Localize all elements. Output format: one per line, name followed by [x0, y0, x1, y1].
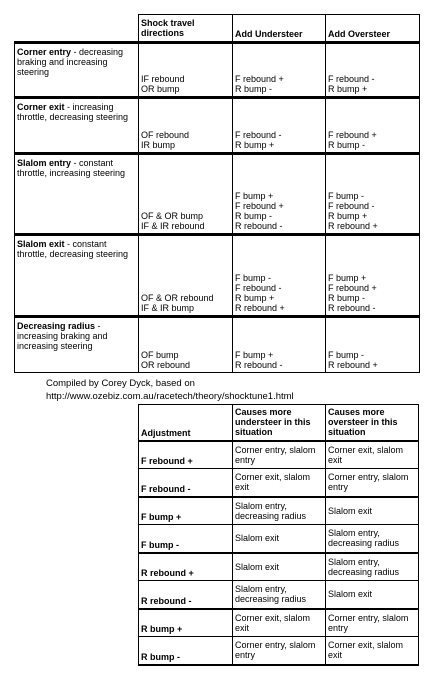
- oversteer-cell-line: F bump -: [328, 350, 365, 360]
- table2-row: [139, 637, 419, 665]
- more-understeer-cell: Corner entry, slalom entry: [233, 637, 326, 665]
- table2-row: [139, 469, 419, 497]
- shock-travel-cell: [139, 43, 233, 98]
- more-understeer-cell: Corner exit, slalom exit: [233, 609, 326, 637]
- more-oversteer-cell: Corner entry, slalom entry: [326, 469, 419, 497]
- shock-travel-cell-line: IF & IR rebound: [141, 221, 205, 231]
- table2-header-row: [139, 405, 419, 441]
- situation-cell: [15, 154, 139, 235]
- shock-travel-cell: [139, 98, 233, 154]
- table2-row: [139, 525, 419, 553]
- situation-title: Decreasing radius: [17, 321, 96, 331]
- understeer-cell-line: F rebound +: [235, 201, 284, 211]
- shock-travel-cell-line: OF & OR bump: [141, 211, 204, 221]
- shock-travel-cell-line: OR bump: [141, 84, 180, 94]
- header-add-understeer: Add Understeer: [233, 15, 326, 43]
- table2-row: [139, 609, 419, 637]
- oversteer-cell-line: R bump +: [328, 211, 368, 221]
- shock-travel-cell-line: IF & IR bump: [141, 303, 195, 313]
- adjustment-cell: R rebound +: [139, 553, 233, 581]
- table2-row: [139, 581, 419, 609]
- understeer-cell-line: F rebound -: [235, 130, 282, 140]
- understeer-cell-line: R rebound +: [235, 303, 285, 313]
- header-add-oversteer: Add Oversteer: [326, 15, 420, 43]
- situation-description: - constant throttle, increasing steering: [17, 158, 126, 178]
- understeer-cell-line: R bump +: [235, 293, 275, 303]
- adjustment-cell: F rebound -: [139, 469, 233, 497]
- understeer-cell-line: F bump +: [235, 350, 274, 360]
- more-understeer-cell: Slalom entry, decreasing radius: [233, 581, 326, 609]
- more-oversteer-cell: Slalom entry, decreasing radius: [326, 553, 419, 581]
- table2-row: [139, 553, 419, 581]
- shock-travel-cell: [139, 154, 233, 235]
- oversteer-cell-line: R bump -: [328, 293, 366, 303]
- understeer-cell: [233, 317, 326, 373]
- understeer-cell-line: R bump +: [235, 140, 275, 150]
- oversteer-cell-line: R rebound -: [328, 303, 376, 313]
- understeer-cell-line: F bump -: [235, 273, 272, 283]
- header-more-understeer: Causes more understeer in this situation: [233, 405, 326, 441]
- oversteer-cell: [326, 235, 420, 317]
- understeer-cell: [233, 154, 326, 235]
- oversteer-cell-line: F bump +: [328, 273, 367, 283]
- more-oversteer-cell: Slalom entry, decreasing radius: [326, 525, 419, 553]
- shock-travel-cell: [139, 317, 233, 373]
- table1-row: [15, 235, 420, 317]
- adjustment-cell: R bump -: [139, 637, 233, 665]
- understeer-cell-line: R rebound -: [235, 221, 283, 231]
- understeer-cell-line: R rebound -: [235, 360, 283, 370]
- oversteer-cell: [326, 98, 420, 154]
- more-understeer-cell: Slalom exit: [233, 525, 326, 553]
- oversteer-cell-line: R bump -: [328, 140, 366, 150]
- more-understeer-cell: Corner entry, slalom entry: [233, 441, 326, 469]
- oversteer-cell: [326, 317, 420, 373]
- oversteer-cell-line: R rebound +: [328, 221, 378, 231]
- oversteer-cell-line: F rebound -: [328, 201, 375, 211]
- shock-travel-cell-line: OR rebound: [141, 360, 191, 370]
- header-more-oversteer: Causes more oversteer in this situation: [326, 405, 419, 441]
- table1-row: [15, 43, 420, 98]
- understeer-cell: [233, 43, 326, 98]
- more-oversteer-cell: Corner entry, slalom entry: [326, 609, 419, 637]
- more-oversteer-cell: Slalom exit: [326, 581, 419, 609]
- shock-travel-cell: [139, 235, 233, 317]
- shock-travel-cell-line: IR bump: [141, 140, 176, 150]
- table2-row: [139, 497, 419, 525]
- caption-line-1: Compiled by Corey Dyck, based on: [46, 378, 195, 389]
- situation-description: - decreasing braking and increasing steering: [17, 47, 124, 77]
- oversteer-cell-line: R rebound +: [328, 360, 378, 370]
- oversteer-cell-line: F rebound -: [328, 74, 375, 84]
- understeer-cell-line: F bump +: [235, 191, 274, 201]
- table1-row: [15, 98, 420, 154]
- oversteer-cell: [326, 154, 420, 235]
- oversteer-cell-line: F rebound +: [328, 283, 377, 293]
- adjustment-cell: F rebound +: [139, 441, 233, 469]
- oversteer-cell-line: F rebound +: [328, 130, 377, 140]
- more-understeer-cell: Corner exit, slalom exit: [233, 469, 326, 497]
- more-understeer-cell: Slalom entry, decreasing radius: [233, 497, 326, 525]
- situation-description: - constant throttle, decreasing steering: [17, 239, 129, 259]
- header-shock-travel: Shock travel directions: [139, 15, 233, 43]
- understeer-cell-line: R bump -: [235, 84, 273, 94]
- understeer-cell: [233, 235, 326, 317]
- adjustment-cell: R bump +: [139, 609, 233, 637]
- header-adjustment: Adjustment: [139, 405, 233, 441]
- oversteer-cell-line: F bump -: [328, 191, 365, 201]
- more-oversteer-cell: Slalom exit: [326, 497, 419, 525]
- understeer-cell-line: R bump -: [235, 211, 273, 221]
- more-oversteer-cell: Corner exit, slalom exit: [326, 441, 419, 469]
- situation-cell: [15, 317, 139, 373]
- shock-travel-cell-line: OF rebound: [141, 130, 190, 140]
- situation-description: - increasing braking and increasing steering: [17, 321, 108, 351]
- header-blank: [15, 15, 139, 43]
- situation-cell: [15, 43, 139, 98]
- oversteer-cell: [326, 43, 420, 98]
- oversteer-cell-line: R bump +: [328, 84, 368, 94]
- shock-travel-cell-line: IF rebound: [141, 74, 185, 84]
- table1-row: [15, 317, 420, 373]
- shock-travel-cell-line: OF & OR rebound: [141, 293, 214, 303]
- situation-title: Corner entry: [17, 47, 72, 57]
- shock-travel-table: [14, 14, 420, 373]
- more-oversteer-cell: Corner exit, slalom exit: [326, 637, 419, 665]
- understeer-cell: [233, 98, 326, 154]
- table1-header-row: [15, 15, 420, 43]
- situation-title: Corner exit: [17, 102, 65, 112]
- understeer-cell-line: F rebound -: [235, 283, 282, 293]
- adjustment-cell: R rebound -: [139, 581, 233, 609]
- situation-cell: [15, 235, 139, 317]
- table1-row: [15, 154, 420, 235]
- table2-row: [139, 441, 419, 469]
- understeer-cell-line: F rebound +: [235, 74, 284, 84]
- shock-travel-cell-line: OF bump: [141, 350, 179, 360]
- attribution-caption: [46, 377, 294, 403]
- adjustment-cell: F bump -: [139, 525, 233, 553]
- situation-description: - increasing throttle, decreasing steering: [17, 102, 129, 122]
- adjustment-cell: F bump +: [139, 497, 233, 525]
- situation-title: Slalom entry: [17, 158, 72, 168]
- more-understeer-cell: Slalom exit: [233, 553, 326, 581]
- situation-cell: [15, 98, 139, 154]
- caption-line-2: http://www.ozebiz.com.au/racetech/theory/shocktune1.html: [46, 391, 294, 402]
- situation-title: Slalom exit: [17, 239, 65, 249]
- adjustment-table: [138, 404, 419, 666]
